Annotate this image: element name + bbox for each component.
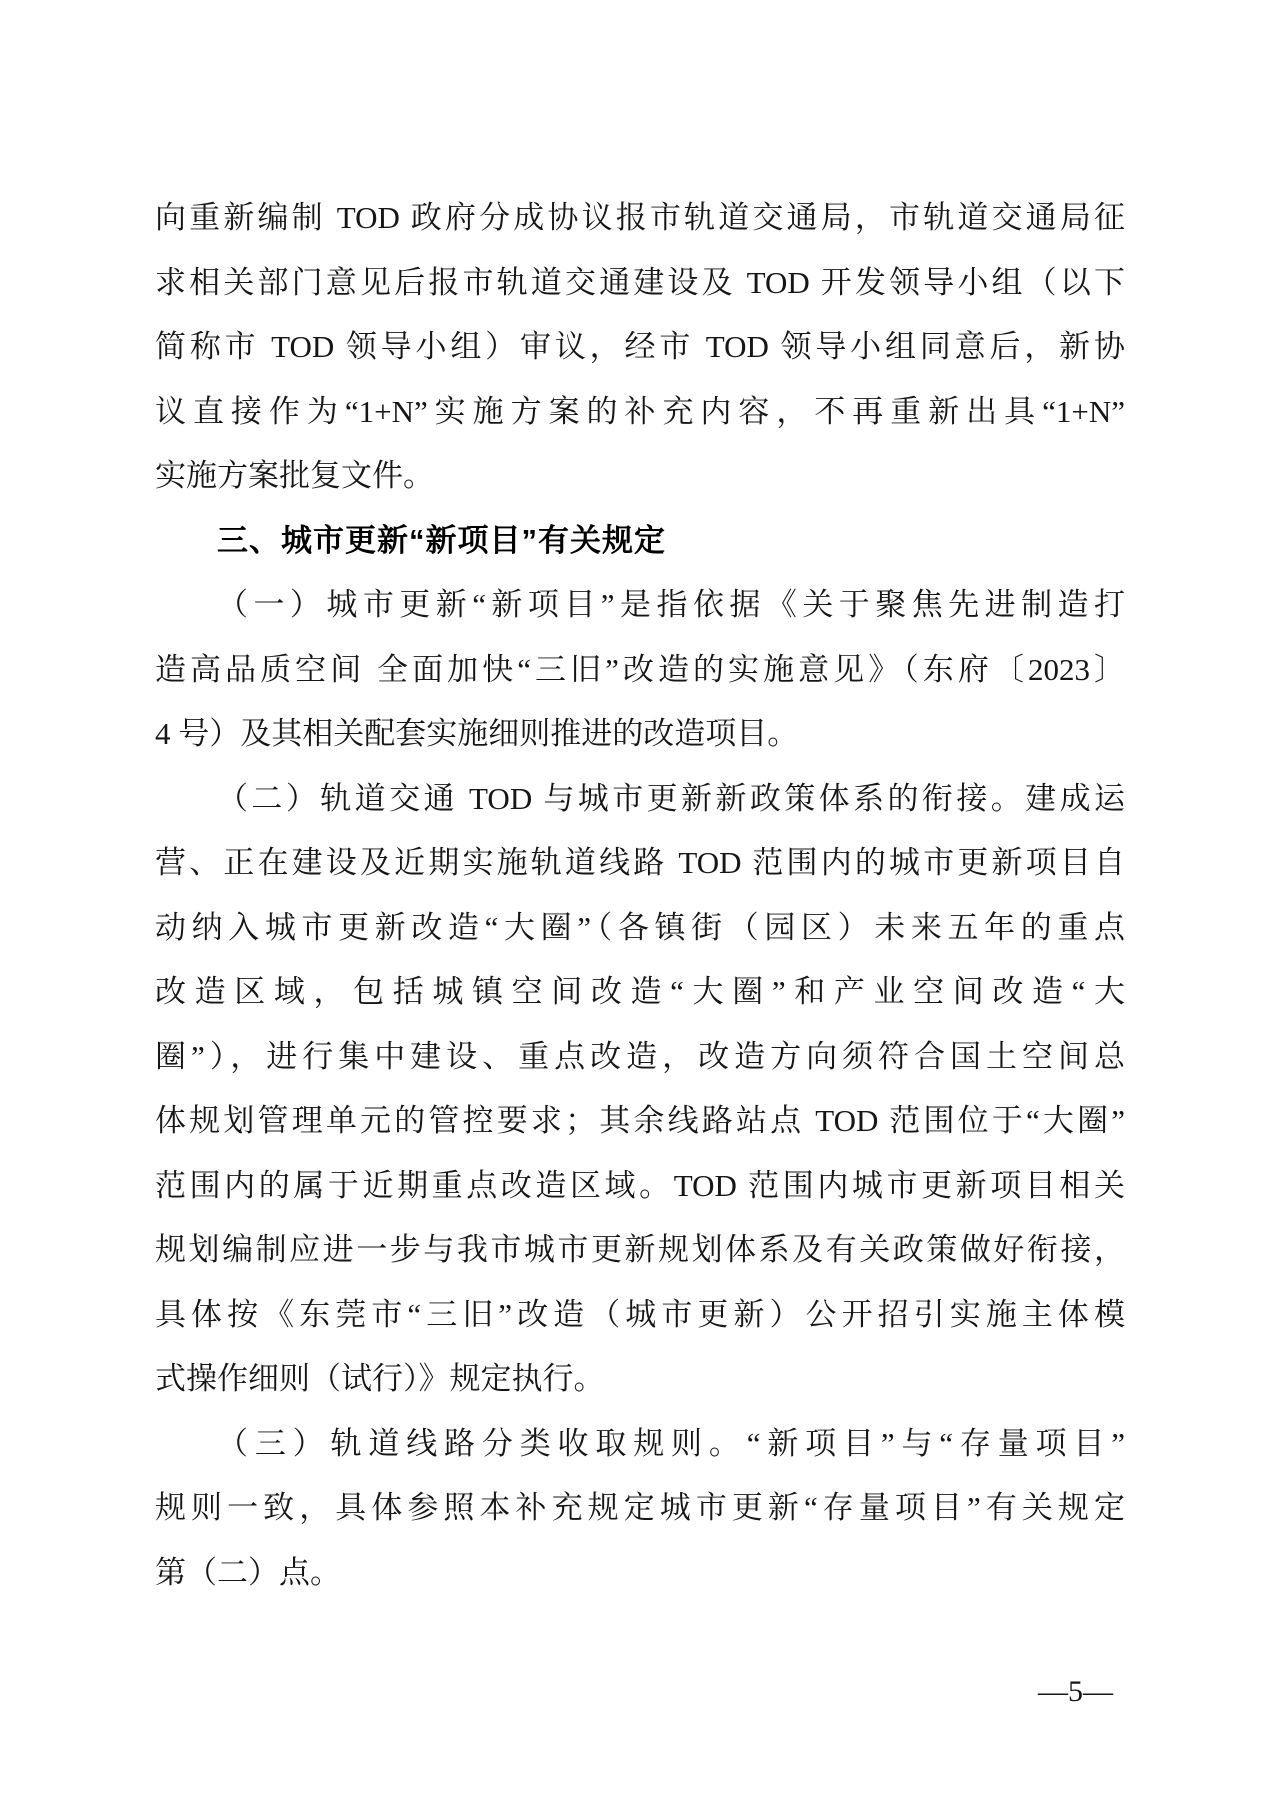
text-line: 营、正在建设及近期实施轨道线路 TOD 范围内的城市更新项目自	[155, 845, 1125, 880]
text-line: 范围内的属于近期重点改造区域。TOD 范围内城市更新项目相关	[155, 1167, 1125, 1203]
text-line: 具体按《东莞市“三旧”改造（城市更新）公开招引实施主体模	[155, 1296, 1125, 1332]
text-line: 求相关部门意见后报市轨道交通建设及 TOD 开发领导小组（以下	[155, 264, 1125, 300]
document-body	[155, 186, 1125, 1605]
page-number: —5—	[1038, 1675, 1113, 1708]
text-line: （一）城市更新“新项目”是指依据《关于聚焦先进制造打	[217, 587, 1125, 622]
section-heading: 三、城市更新“新项目”有关规定	[217, 522, 666, 558]
text-line: 第（二）点。	[155, 1554, 341, 1590]
text-line: 议直接作为“1+N”实施方案的补充内容，不再重新出具“1+N”	[155, 393, 1125, 429]
text-line: 4 号）及其相关配套实施细则推进的改造项目。	[155, 716, 799, 751]
text-line: 造高品质空间 全面加快“三旧”改造的实施意见》（东府〔2023〕	[155, 651, 1125, 687]
text-line: （二）轨道交通 TOD 与城市更新新政策体系的衔接。建成运	[217, 780, 1125, 816]
text-line: 圈”），进行集中建设、重点改造，改造方向须符合国土空间总	[155, 1038, 1125, 1074]
text-line: 体规划管理单元的管控要求；其余线路站点 TOD 范围位于“大圈”	[155, 1103, 1125, 1138]
text-line: 向重新编制 TOD 政府分成协议报市轨道交通局，市轨道交通局征	[155, 200, 1125, 235]
text-line: 规则一致，具体参照本补充规定城市更新“存量项目”有关规定	[155, 1490, 1125, 1525]
text-line: 改造区域，包括城镇空间改造“大圈”和产业空间改造“大	[155, 974, 1125, 1009]
text-line: 实施方案批复文件。	[155, 458, 434, 493]
text-line: 规划编制应进一步与我市城市更新规划体系及有关政策做好衔接，	[155, 1232, 1125, 1267]
text-line: 简称市 TOD 领导小组）审议，经市 TOD 领导小组同意后，新协	[155, 329, 1125, 364]
text-line: 式操作细则（试行）》规定执行。	[155, 1361, 605, 1396]
text-line: 动纳入城市更新改造“大圈”（各镇街（园区）未来五年的重点	[155, 909, 1125, 945]
text-line: （三）轨道线路分类收取规则。“新项目”与“存量项目”	[217, 1425, 1125, 1461]
